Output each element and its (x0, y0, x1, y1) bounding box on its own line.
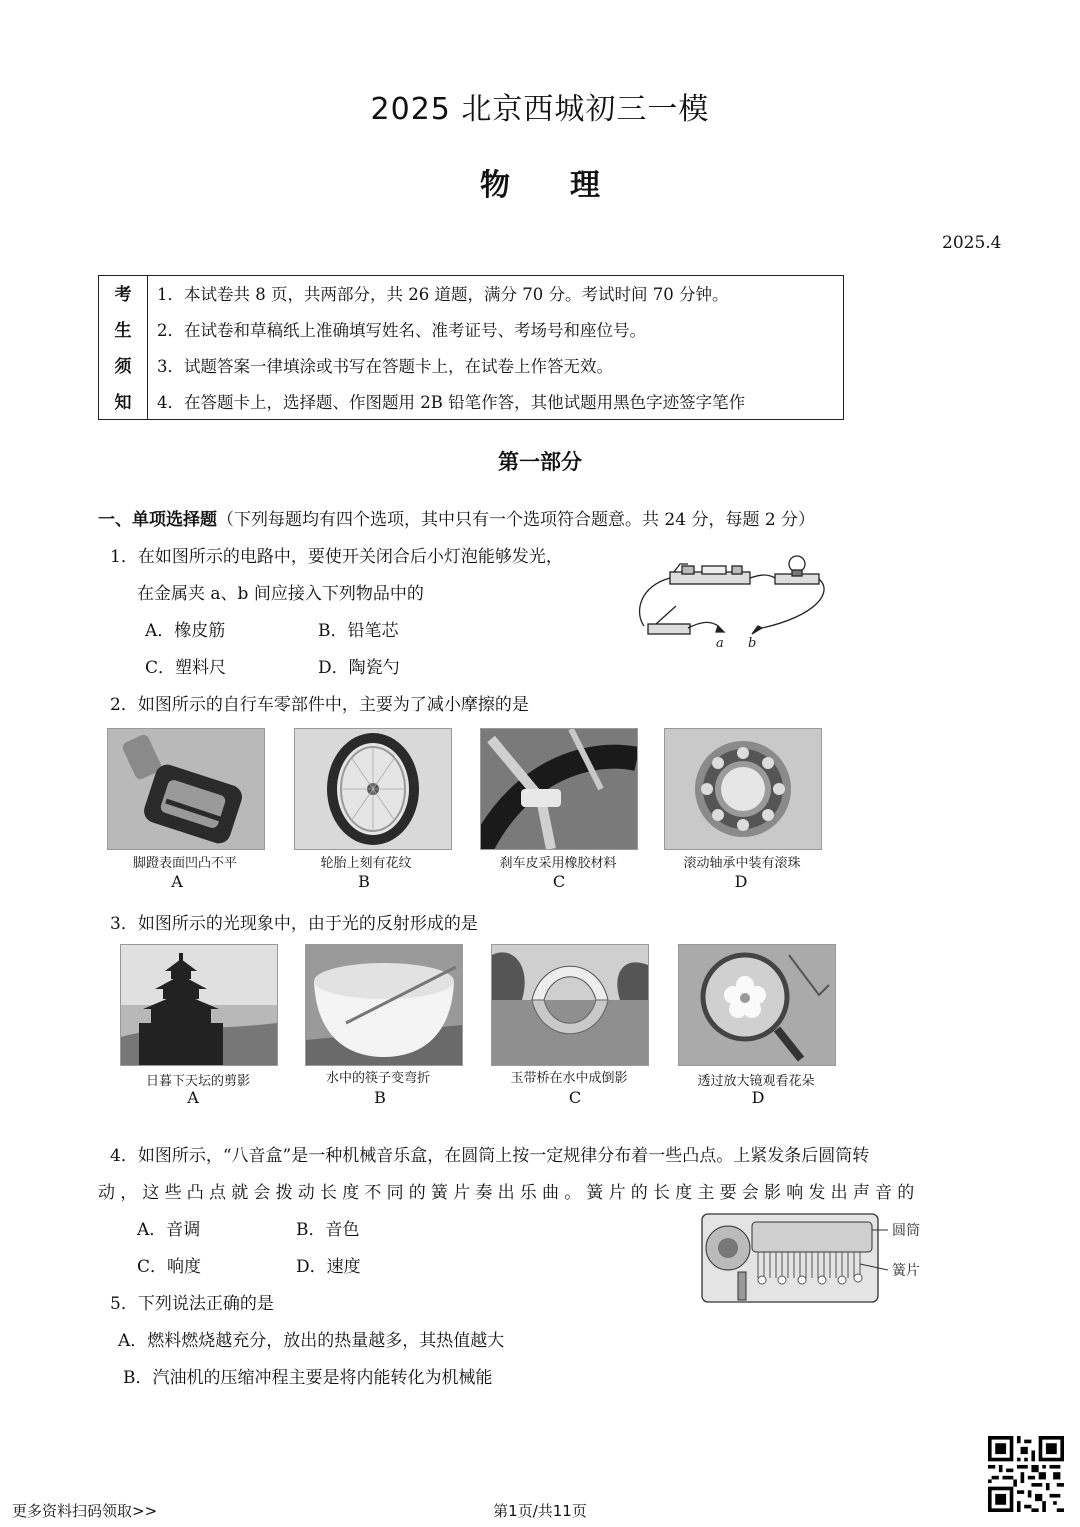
notice-header-column (99, 276, 148, 419)
q2-caption-d: 滚动轴承中装有滚珠 (683, 856, 801, 871)
q3-caption-a: 日暮下天坛的剪影 (145, 1074, 250, 1089)
q4-option-a: A．音调 (137, 1220, 201, 1240)
notice-head-char: 知 (114, 393, 132, 413)
q1-clip-label-b: b (748, 636, 757, 651)
pedal-photo (107, 728, 265, 850)
q3-caption-b: 水中的筷子变弯折 (325, 1071, 430, 1086)
tire-photo (294, 728, 452, 850)
notice-head-char: 须 (114, 357, 132, 377)
q4-option-c: C．响度 (137, 1257, 202, 1277)
q1-circuit-figure (630, 552, 840, 652)
q4-option-b: B．音色 (296, 1220, 360, 1240)
section-heading: 一、单项选择题 (98, 510, 217, 530)
q3-letter-d: D (751, 1088, 765, 1107)
q4-stem-line2: 动，这些凸点就会拨动长度不同的簧片奏出乐曲。簧片的长度主要会影响发出声音的 (98, 1183, 920, 1203)
q2-caption-b: 轮胎上刻有花纹 (320, 856, 412, 871)
q1-option-c: C．塑料尺 (145, 658, 227, 678)
subject-title: 物理 (480, 168, 660, 203)
q2-stem: 2．如图所示的自行车零部件中，主要为了减小摩擦的是 (110, 695, 529, 715)
q1-option-b: B．铅笔芯 (318, 621, 399, 641)
notice-head-char: 生 (114, 321, 132, 341)
q2-caption-a: 脚蹬表面凹凸不平 (132, 856, 237, 871)
section-note: （下列每题均有四个选项，其中只有一个选项符合题意。共 24 分，每题 2 分） (217, 510, 816, 530)
cylinder-label: 圆筒 (892, 1223, 920, 1239)
notice-item: 3．试题答案一律填涂或书写在答题卡上，在试卷上作答无效。 (157, 357, 613, 376)
q3-letter-c: C (568, 1088, 582, 1107)
notice-item: 1．本试卷共 8 页，共两部分，共 26 道题，满分 70 分。考试时间 70 分钟。 (157, 285, 729, 304)
q1-stem-line2: 在金属夹 a、b 间应接入下列物品中的 (137, 584, 424, 604)
footer-promo-text: 更多资料扫码领取>> (12, 1502, 158, 1520)
q5-option-a: A．燃料燃烧越充分，放出的热量越多，其热值越大 (118, 1331, 505, 1351)
q2-letter-a: A (171, 872, 183, 891)
q4-stem-line1: 4．如图所示，“八音盒”是一种机械音乐盒，在圆筒上按一定规律分布着一些凸点。上紧发条后圆筒转 (110, 1146, 870, 1166)
q2-letter-d: D (734, 872, 748, 891)
q5-option-b: B．汽油机的压缩冲程主要是将内能转化为机械能 (123, 1368, 493, 1388)
exam-date: 2025.4 (942, 233, 1002, 253)
comb-label: 簧片 (892, 1263, 920, 1279)
q2-letter-c: C (552, 872, 566, 891)
q2-caption-c: 刹车皮采用橡胶材料 (499, 856, 617, 871)
music-box-figure (698, 1208, 938, 1308)
q2-letter-b: B (358, 872, 370, 891)
notice-item: 2．在试卷和草稿纸上准确填写姓名、准考证号、考场号和座位号。 (157, 321, 646, 340)
notice-head-char: 考 (114, 285, 132, 305)
q3-caption-c: 玉带桥在水中成倒影 (510, 1071, 628, 1086)
q3-letter-a: A (187, 1088, 199, 1107)
q1-option-d: D．陶瓷勺 (318, 658, 400, 678)
notice-item: 4．在答题卡上，选择题、作图题用 2B 铅笔作答，其他试题用黑色字迹签字笔作 (157, 393, 746, 412)
q3-caption-d: 透过放大镜观看花朵 (697, 1074, 815, 1089)
chopsticks-bowl-photo (305, 944, 463, 1066)
exam-title: 2025 北京西城初三一模 (370, 92, 710, 127)
q3-stem: 3．如图所示的光现象中，由于光的反射形成的是 (110, 914, 478, 934)
section-heading-row (98, 505, 815, 530)
page-number: 第1页/共11页 (493, 1502, 587, 1520)
magnifier-flower-photo (678, 944, 836, 1066)
bridge-reflection-photo (491, 944, 649, 1066)
q1-option-a: A．橡皮筋 (145, 621, 226, 641)
bearing-photo (664, 728, 822, 850)
q1-clip-label-a: a (716, 636, 724, 651)
candidate-notice-box (98, 275, 844, 420)
q4-option-d: D．速度 (296, 1257, 361, 1277)
q3-letter-b: B (374, 1088, 386, 1107)
part-title: 第一部分 (498, 450, 582, 474)
q1-stem-line1: 1．在如图所示的电路中，要使开关闭合后小灯泡能够发光， (110, 547, 563, 567)
brake-photo (480, 728, 638, 850)
q5-stem: 5．下列说法正确的是 (110, 1294, 274, 1314)
temple-silhouette-photo (120, 944, 278, 1066)
